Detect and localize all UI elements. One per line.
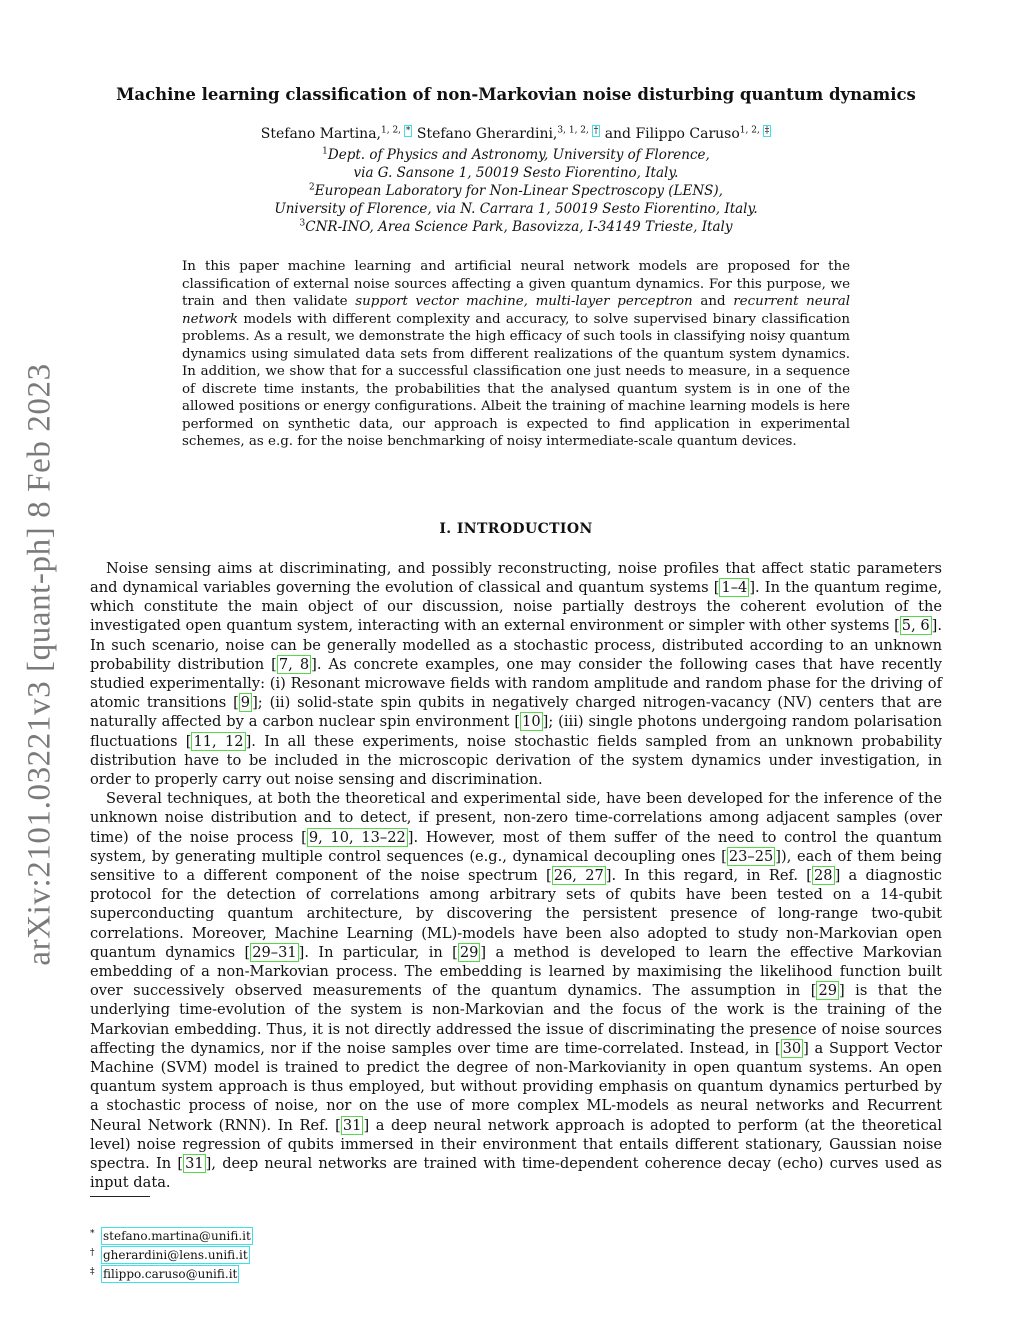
citation-link[interactable]: 29–31 — [252, 943, 297, 961]
arxiv-id-text: arXiv:2101.03221v3 [quant-ph] 8 Feb 2023 — [21, 362, 58, 966]
footnote-item: † gherardini@lens.unifi.it — [90, 1248, 248, 1263]
citation-link[interactable]: 7, 8 — [278, 655, 310, 673]
affiliation-3: $^3$CNR-INO, Area Science Park, Basovizza, I-34149 Trieste, Italy — [299, 218, 733, 236]
footnote-divider — [90, 1196, 150, 1197]
author-line — [90, 124, 942, 144]
citation-link[interactable]: 26, 27 — [553, 867, 604, 885]
footnote-item: ‡ filippo.caruso@unifi.it — [90, 1267, 238, 1282]
author-name: Stefano Martina, — [260, 126, 381, 143]
section-heading: I. INTRODUCTION — [439, 520, 593, 537]
citation-link[interactable]: 11, 12 — [193, 732, 244, 750]
email-link[interactable]: gherardini@lens.unifi.it — [103, 1248, 248, 1263]
paper-title: Machine learning classification of non-Markovian noise disturbing quantum dynamics — [116, 85, 916, 104]
author-affil-numbers: 1, 2, — [739, 125, 763, 136]
citation-link[interactable]: 10 — [522, 713, 541, 731]
intro-paragraph-1: Noise sensing aims at discriminating, and possibly reconstructing, noise profiles that affect static parameters and dynamical variables governing the evolution of classical and quantum systems [ 1–4 ]. In the quantum regime, which constitute the main object of our discussion, noise partially destroys the coherent evolution of the investigated open quantum system, interacting with an external environment or simpler with other systems [ 5, 6 ]. In such scenario, noise can be generally modelled as a stochastic process, distributed according to an unknown probability distribution [ 7, 8 ]. As concrete examples, one may consider the following cases that have recently studied experimentally: (i) Resonant microwave fields with random amplitude and random phase for the driving of atomic transitions [ 9 ]; (ii) solid-state spin qubits in negatively charged nitrogen-vacancy (NV) centers that are naturally affected by a carbon nuclear spin environment [ 10 ]; (iii) single photons undergoing random polarisation fluctuations [ 11, 12 ]. In all these experiments, noise stochastic fields sampled from an unknown probability distribution have to be included in the microscopic derivation of the system dynamics under investigation, in order to properly carry out noise sensing and discrimination. — [90, 559, 943, 788]
citation-link[interactable]: 1–4 — [721, 578, 748, 596]
citation-link[interactable]: 28 — [813, 867, 833, 885]
citation-link[interactable]: 9 — [240, 694, 251, 712]
citation-link[interactable]: 29 — [818, 982, 838, 1000]
citation-link[interactable]: 31 — [185, 1155, 204, 1173]
author-name: Stefano Gherardini, — [416, 126, 558, 143]
citation-link[interactable]: 5, 6 — [901, 617, 930, 635]
author-affil-numbers: 1, 2, — [381, 125, 404, 136]
citation-link[interactable]: 9, 10, 13–22 — [308, 828, 406, 846]
affiliation-2-address: University of Florence, via N. Carrara 1, 50019 Sesto Fiorentino, Italy. — [274, 201, 758, 218]
footnote-item: * stefano.martina@unifi.it — [90, 1229, 251, 1244]
footnote-link[interactable]: * — [405, 125, 411, 136]
citation-link[interactable]: 29 — [459, 943, 479, 961]
citation-link[interactable]: 30 — [782, 1039, 802, 1057]
affiliation-1: $^1$Dept. of Physics and Astronomy, University of Florence, — [322, 146, 710, 164]
affiliations — [90, 146, 942, 236]
author-affil-numbers: 3, 1, 2, — [557, 125, 592, 136]
affiliation-2: $^2$European Laboratory for Non-Linear Spectroscopy (LENS), — [309, 182, 723, 200]
footnote-link[interactable]: ‡ — [764, 125, 770, 136]
affiliation-1-address: via G. Sansone 1, 50019 Sesto Fiorentino, Italy. — [353, 165, 679, 182]
citation-link[interactable]: 23–25 — [728, 847, 774, 865]
email-link[interactable]: stefano.martina@unifi.it — [103, 1229, 251, 1244]
citation-link[interactable]: 31 — [342, 1116, 362, 1134]
arxiv-side-identifier — [14, 352, 66, 976]
author-name: and Filippo Caruso — [604, 126, 740, 143]
paper-page — [90, 84, 942, 1284]
email-link[interactable]: filippo.caruso@unifi.it — [103, 1267, 238, 1282]
intro-paragraph-2: Several techniques, at both the theoretical and experimental side, have been developed for the inference of the unknown noise distribution and to detect, if present, non-zero time-correlations among adjacent samples (over time) of the noise process [ 9, 10, 13–22 ]. However, most of them suffer of the need to control the quantum system, by generating multiple control sequences (e.g., dynamical decoupling ones [ 23–25 ]), each of them being sensitive to a different component of the noise spectrum [ 26, 27 ]. In this regard, in Ref. [ 28 ] a diagnostic protocol for the detection of correlations among arbitrary sets of qubits have been tested on a 14-qubit superconducting quantum architecture, by discovering the persistent presence of long-range two-qubit correlations. Moreover, Machine Learning (ML)-models have been also adopted to study non-Markovian open quantum dynamics [ 29–31 ]. In particular, in [ 29 ] a method is developed to learn the effective Markovian embedding of a non-Markovian process. The embedding is learned by maximising the likelihood function built over successively observed measurements of the quantum dynamics. The assumption in [ 29 ] is that the underlying time-evolution of the system is non-Markovian and the focus of the work is the training of the Markovian embedding. Thus, it is not directly addressed the issue of discriminating the presence of noise sources affecting the dynamics, nor if the noise samples over time are time-correlated. Instead, in [ 30 ] a Support Vector Machine (SVM) model is trained to predict the degree of non-Markovianity in open quantum systems. An open quantum system approach is thus employed, but without providing emphasis on quantum dynamics perturbed by a stochastic process of noise, nor on the use of more complex ML-models as neural networks and Recurrent Neural Network (RNN). In Ref. [ 31 ] a deep neural network approach is adopted to perform (at the theoretical level) noise regression of qubits immersed in their environment that entails different stationary, Gaussian noise spectra. In [ 31 ], deep neural networks are trained with time-dependent coherence decay (echo) curves used as input data. — [90, 790, 942, 1192]
abstract: In this paper machine learning and artificial neural network models are proposed for the classification of external noise sources affecting a given quantum dynamics. For this purpose, we train and then validate support vector machine, multi-layer perceptron and recurrent neural network models with different complexity and accuracy, to solve supervised binary classification problems. As a result, we demonstrate the high efficacy of such tools in classifying noisy quantum dynamics using simulated data sets from different realizations of the quantum system dynamics. In addition, we show that for a successful classification one just needs to measure, in a sequence of discrete time instants, the probabilities that the analysed quantum system is in one of the allowed positions or energy configurations. Albeit the training of machine learning models is here performed on synthetic data, our approach is expected to find application in experimental schemes, as e.g. for the noise benchmarking of noisy intermediate-scale quantum devices. — [182, 259, 851, 450]
footnotes — [90, 1227, 942, 1284]
footnote-link[interactable]: † — [593, 125, 599, 136]
